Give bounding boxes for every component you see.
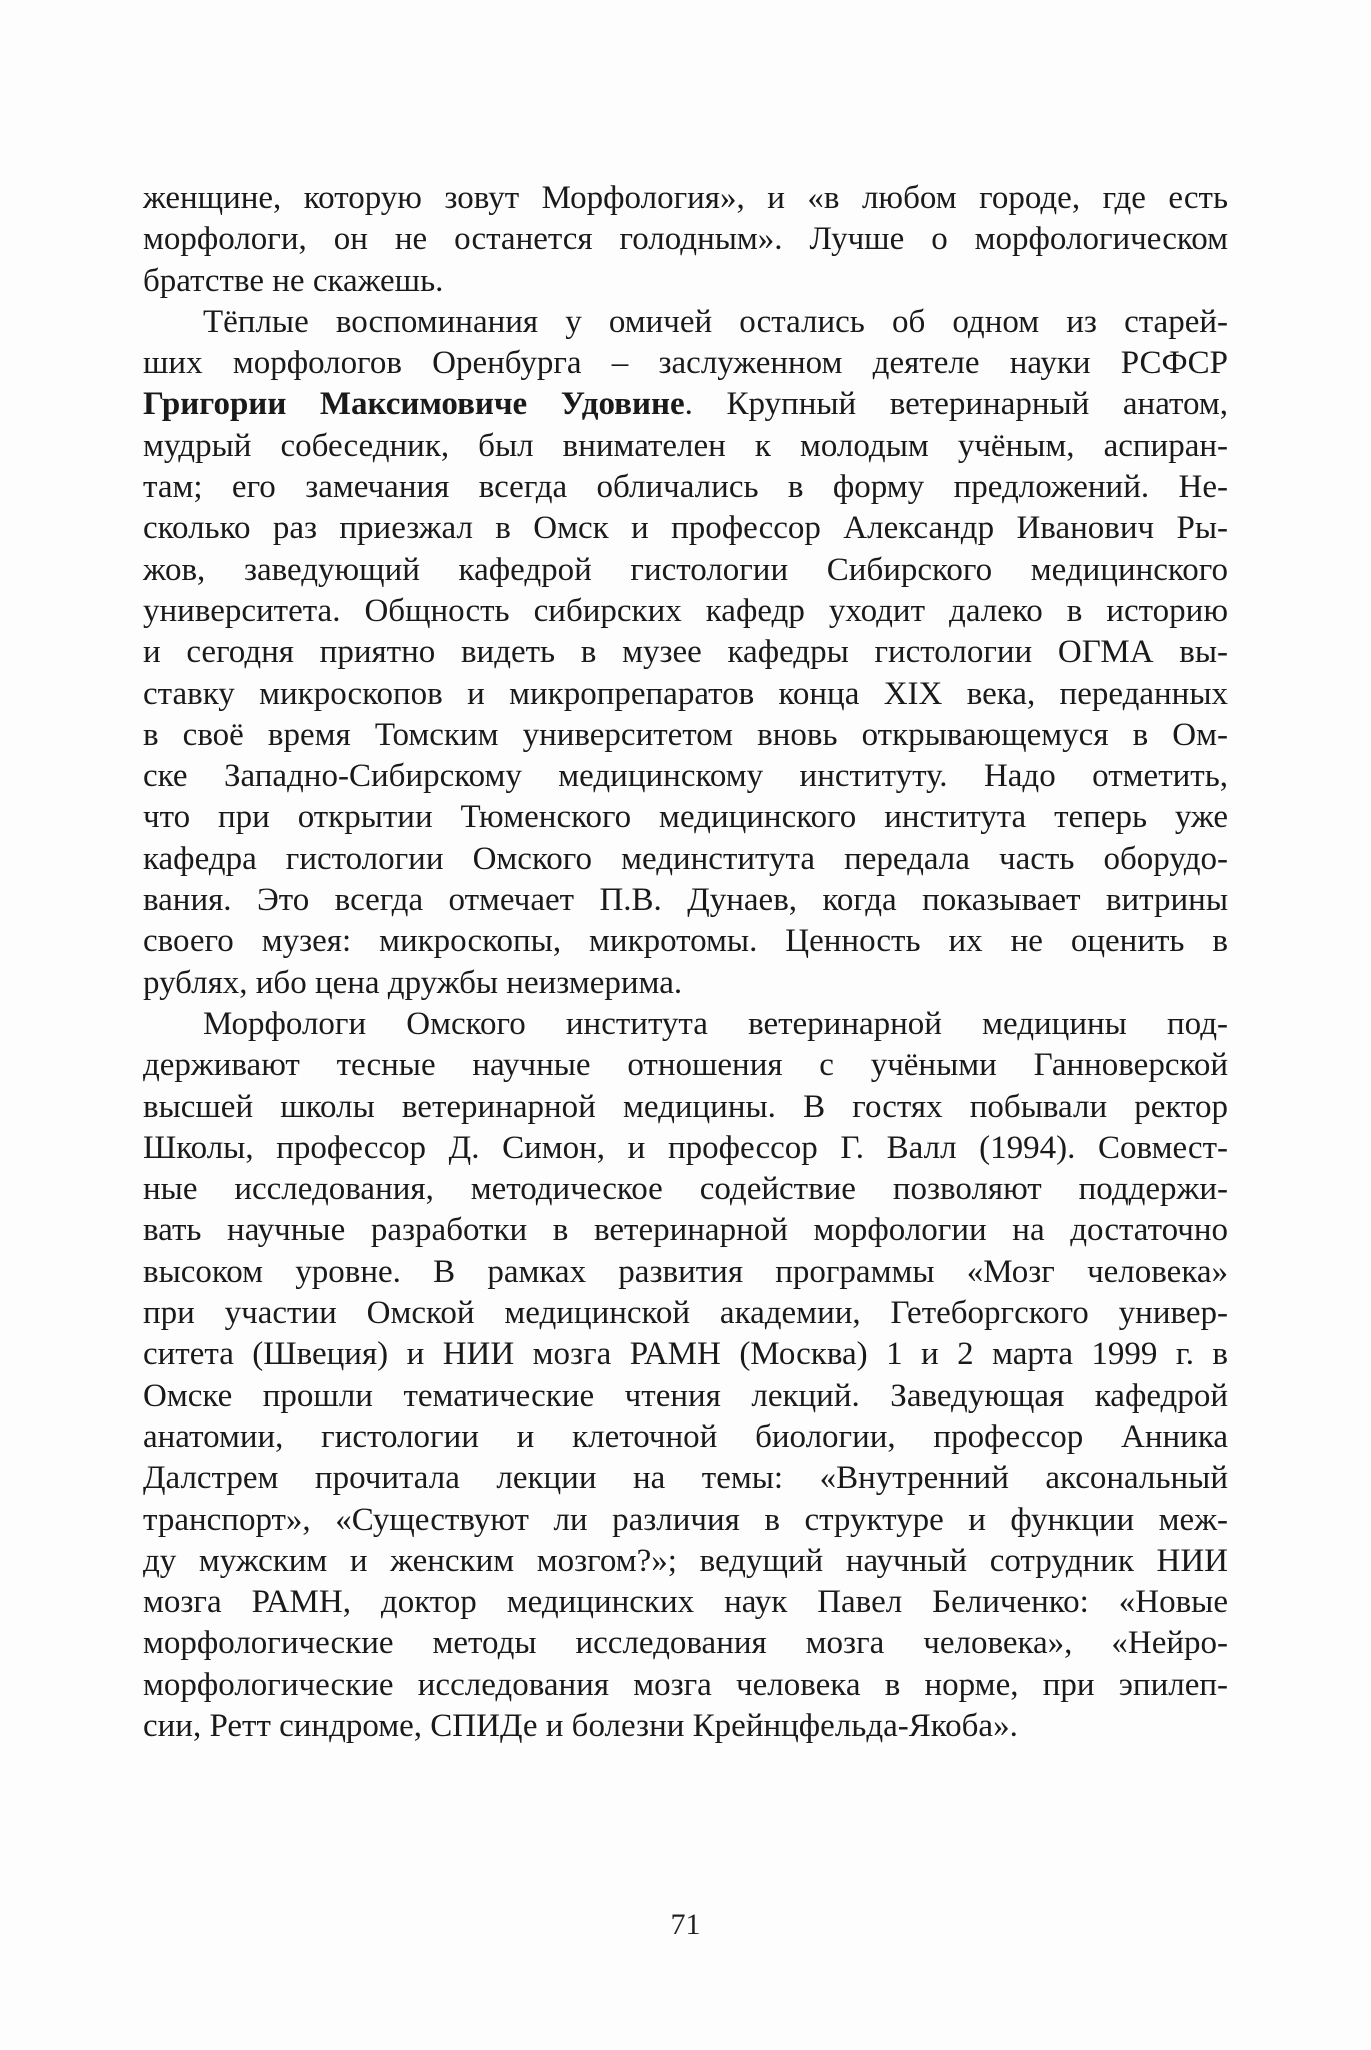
- text-line: сколько раз приезжал в Омск и профессор Александр Иванович Ры-: [143, 510, 1228, 547]
- text-line: ситета (Швеция) и НИИ мозга РАМН (Москва) 1 и 2 марта 1999 г. в: [143, 1336, 1228, 1373]
- text-line: мудрый собеседник, был внимателен к молодым учёным, аспиран-: [143, 427, 1228, 464]
- text-line: при участии Омской медицинской академии, Гетеборгского универ-: [143, 1295, 1228, 1332]
- text-line: высоком уровне. В рамках развития программы «Мозг человека»: [143, 1253, 1228, 1290]
- text-line: высшей школы ветеринарной медицины. В гостях побывали ректор: [143, 1088, 1228, 1125]
- text-fragment: . Крупный ветеринарный анатом,: [684, 386, 1228, 423]
- text-line: Морфологи Омского института ветеринарной медицины под-: [203, 1005, 1228, 1042]
- text-line: транспорт», «Существуют ли различия в структуре и функции меж-: [143, 1501, 1228, 1538]
- text-line: братстве не скажешь.: [143, 262, 444, 299]
- text-line: Школы, профессор Д. Симон, и профессор Г. Валл (1994). Совмест-: [143, 1129, 1228, 1166]
- text-line: [143, 384, 1228, 425]
- text-line: ные исследования, методическое содействие позволяют поддержи-: [143, 1171, 1228, 1208]
- text-line: кафедра гистологии Омского мединститута передала часть оборудо-: [143, 840, 1228, 877]
- paragraph-3: [143, 1004, 1228, 1747]
- text-line: своего музея: микроскопы, микротомы. Ценность их не оценить в: [143, 923, 1228, 960]
- text-line: ставку микроскопов и микропрепаратов конца XIX века, переданных: [143, 675, 1228, 712]
- text-line: там; его замечания всегда обличались в форму предложений. Не-: [143, 469, 1228, 506]
- text-line: мозга РАМН, доктор медицинских наук Павел Беличенко: «Новые: [143, 1584, 1228, 1621]
- text-line: рублях, ибо цена дружбы неизмерима.: [143, 964, 683, 1001]
- text-line: в своё время Томским университетом вновь открывающемуся в Ом-: [143, 716, 1228, 753]
- text-line: морфологические исследования мозга человека в норме, при эпилеп-: [143, 1666, 1228, 1703]
- text-line: морфологические методы исследования мозга человека», «Нейро-: [143, 1625, 1228, 1662]
- paragraph-1: [143, 178, 1228, 302]
- text-line: ду мужским и женским мозгом?»; ведущий научный сотрудник НИИ: [143, 1542, 1228, 1579]
- paragraph-2: [143, 302, 1228, 1004]
- text-line: морфологи, он не останется голодным». Лучше о морфологическом: [143, 221, 1228, 258]
- text-line: женщине, которую зовут Морфология», и «в любом городе, где есть: [143, 180, 1228, 216]
- text-line: ших морфологов Оренбурга – заслуженном деятеле науки РСФСР: [143, 345, 1228, 382]
- text-line: Омске прошли тематические чтения лекций. Заведующая кафедрой: [143, 1377, 1228, 1414]
- text-line: ске Западно-Сибирскому медицинскому институту. Надо отметить,: [143, 758, 1228, 795]
- text-line: что при открытии Тюменского медицинского института теперь уже: [143, 799, 1228, 836]
- text-line: держивают тесные научные отношения с учёными Ганноверской: [143, 1047, 1228, 1084]
- text-line: вать научные разработки в ветеринарной морфологии на достаточно: [143, 1212, 1228, 1249]
- text-line: Далстрем прочитала лекции на темы: «Внутренний аксональный: [143, 1460, 1228, 1497]
- text-line: сии, Ретт синдроме, СПИДе и болезни Крейнцфельда-Якоба».: [143, 1707, 1018, 1744]
- text-line: университета. Общность сибирских кафедр уходит далеко в историю: [143, 592, 1228, 629]
- text-line: жов, заведующий кафедрой гистологии Сибирского медицинского: [143, 551, 1228, 588]
- page-number: 71: [670, 1908, 701, 1941]
- body-text: [143, 178, 1228, 1747]
- text-line: Тёплые воспоминания у омичей остались об одном из старей-: [203, 303, 1228, 340]
- text-line: вания. Это всегда отмечает П.В. Дунаев, когда показывает витрины: [143, 882, 1228, 919]
- person-name: Григории Максимовиче Удовине: [143, 386, 685, 423]
- text-line: и сегодня приятно видеть в музее кафедры гистологии ОГМА вы-: [143, 634, 1228, 671]
- text-line: анатомии, гистологии и клеточной биологии, профессор Анника: [143, 1418, 1228, 1455]
